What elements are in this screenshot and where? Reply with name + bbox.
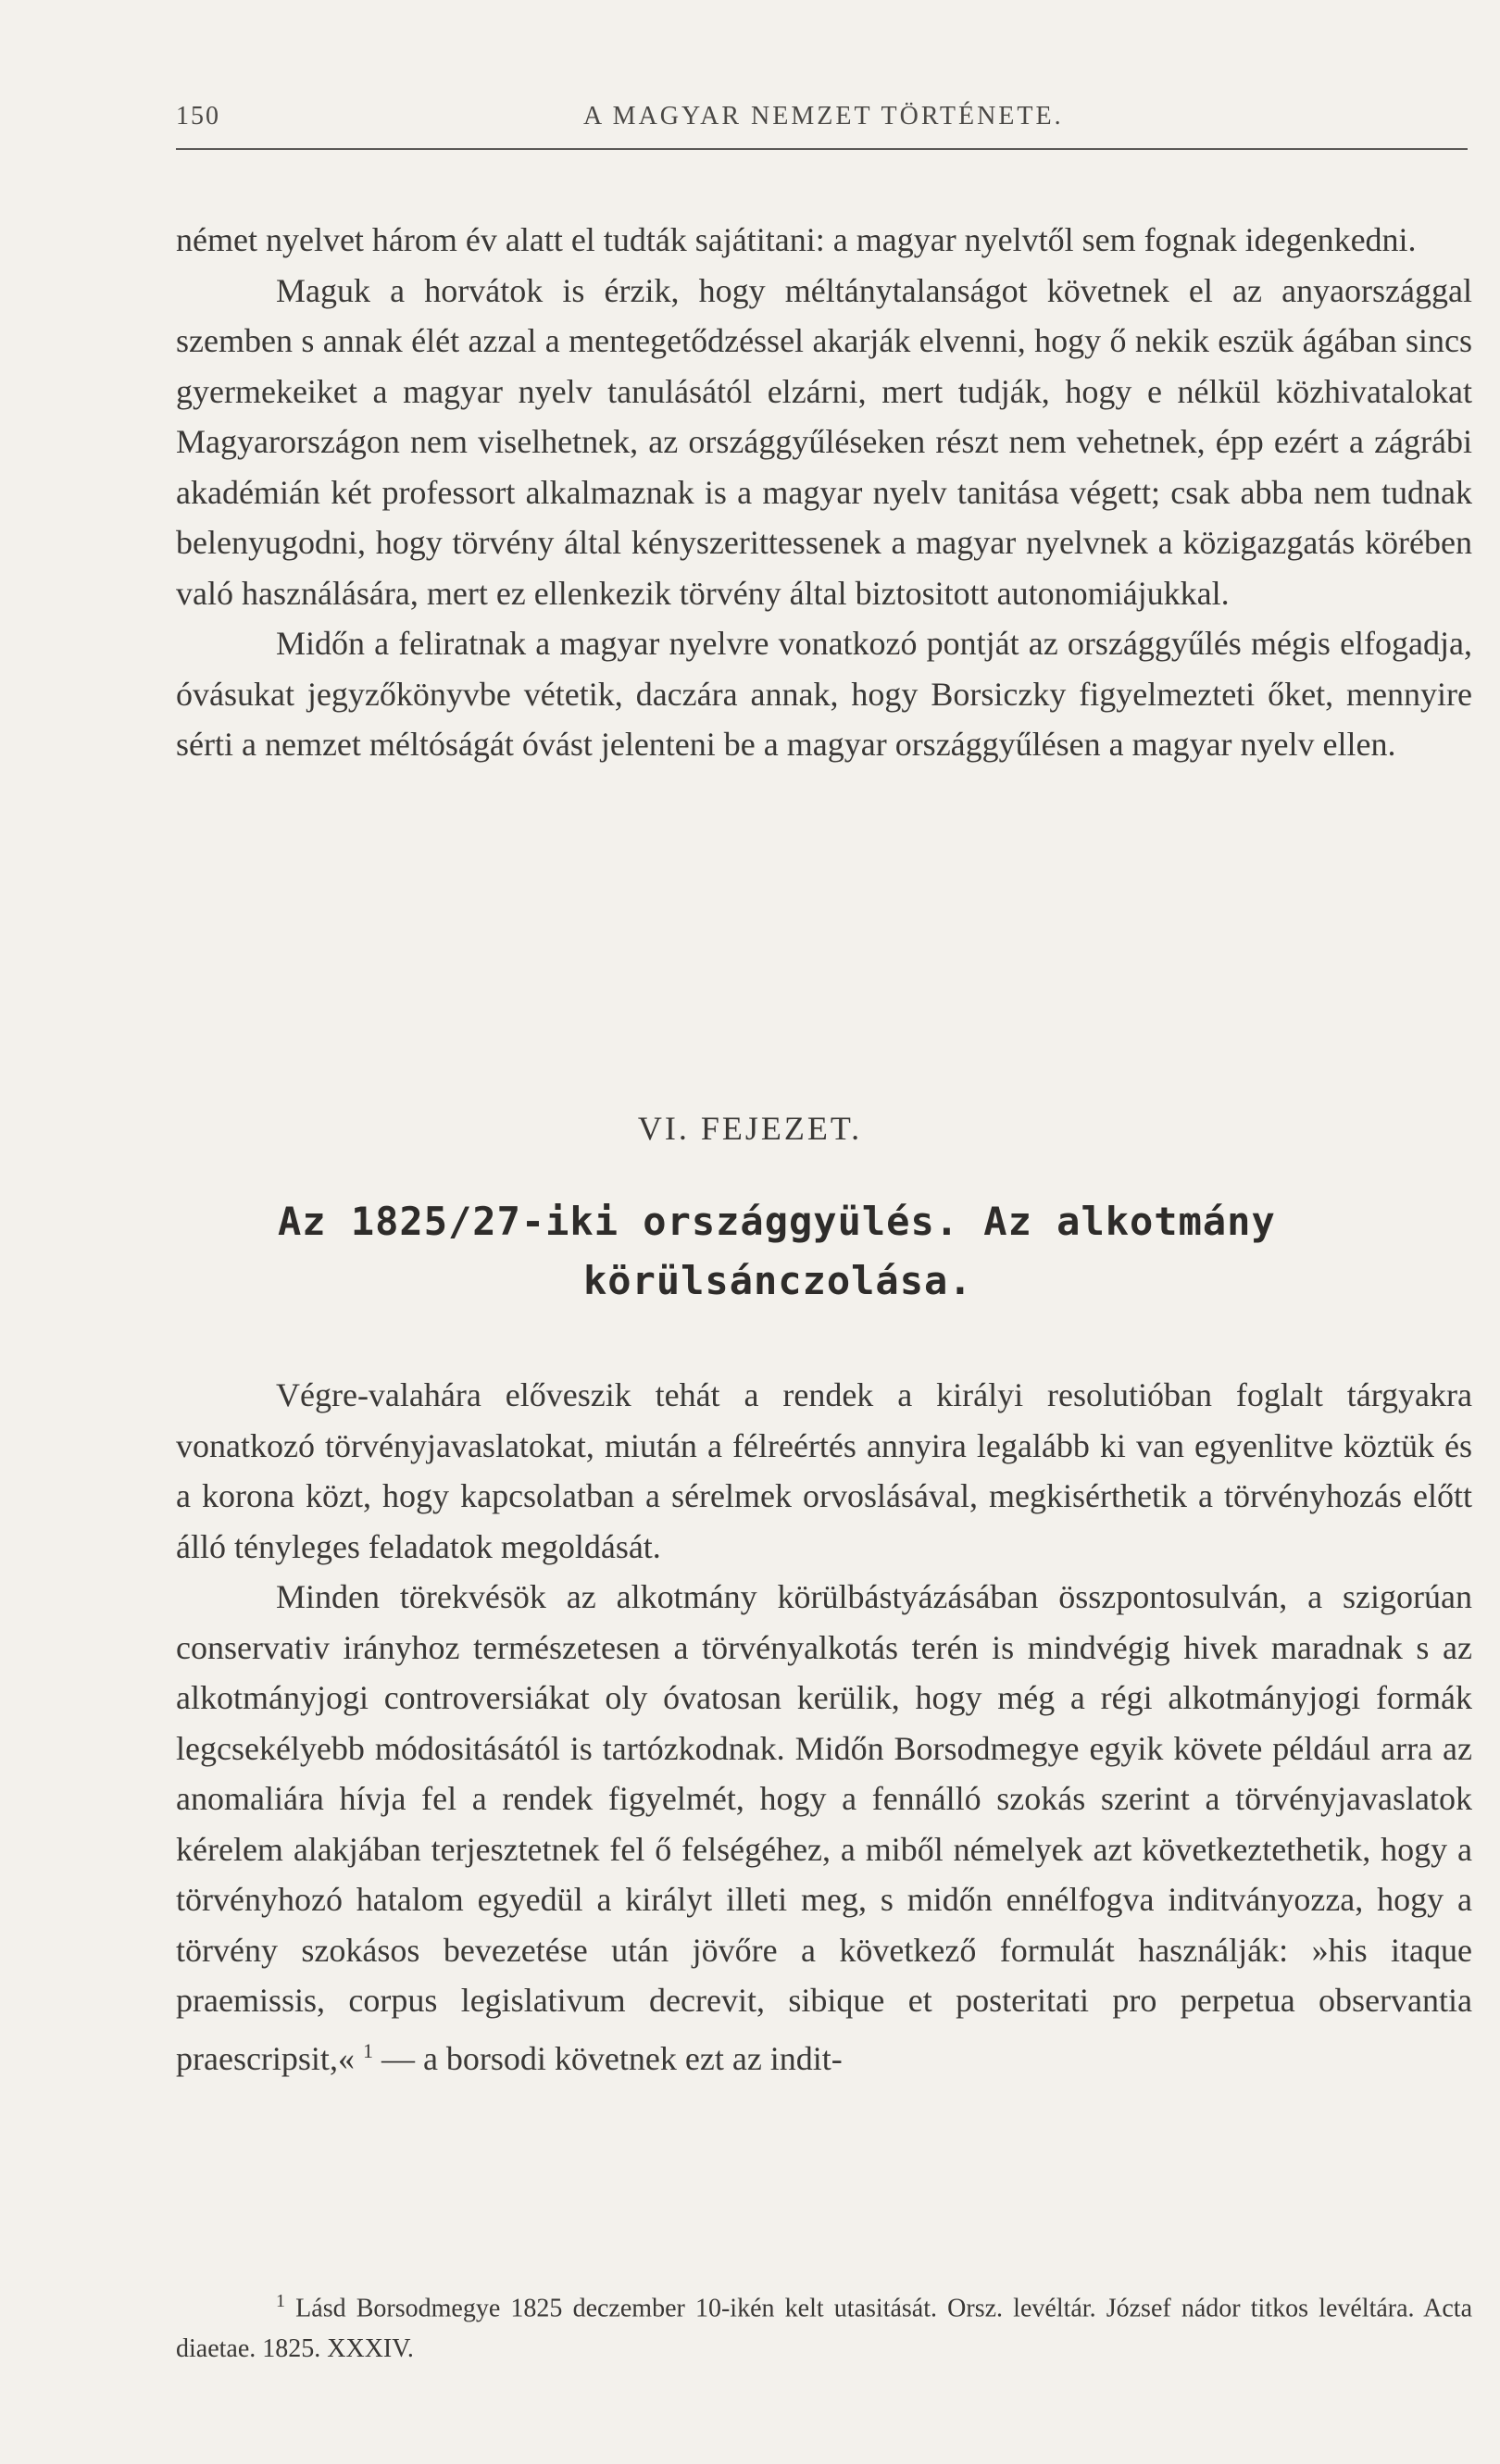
chapter-number: VI. FEJEZET. bbox=[637, 1110, 863, 1147]
paragraph bbox=[176, 1572, 1472, 2084]
paragraph-text: Minden törekvésök az alkotmány körülbástyázásában összpontosulván, a szigorúan conservativ irányhoz természetesen a törvényalkotás terén is mindvégig hivek maradnak s az alkotmányjogi controversiákat oly óvatosan kerülik, hogy még a régi alkotmányjogi formák legcsekélyebb módositásától is tartózkodnak. Midőn Borsodmegye egyik követe például arra az anomaliára hívja fel a rendek figyelmét, hogy a fennálló szokás szerint a törvényjavaslatok kérelem alakjában terjesztetnek fel ő felségéhez, a miből némelyek azt következtethetik, hogy a törvényhozó hatalom egyedül a királyt illeti meg, s midőn ennélfogva inditványozza, hogy a törvény szokásos bevezetése után jövőre a következő formulát használják: »his itaque praemissis, corpus legislativum decrevit, sibique et posteritati pro perpetua observantia praescripsit,« bbox=[176, 1578, 1472, 2077]
text-block-1 bbox=[176, 215, 1472, 770]
footnote-mark: 1 bbox=[276, 2291, 285, 2311]
paragraph: német nyelvet három év alatt el tudták sajátitani: a magyar nyelvtől sem fognak idegenkedni. bbox=[176, 221, 1417, 258]
chapter-title-line-1: Az 1825/27-iki országgyülés. Az alkotmány bbox=[278, 1199, 1276, 1244]
header-rule bbox=[176, 148, 1468, 150]
footnote bbox=[176, 2281, 1472, 2370]
page-header bbox=[176, 102, 1472, 146]
paragraph: Végre-valahára előveszik tehát a rendek a királyi resolutióban foglalt tárgyakra vonatkozó törvényjavaslatokat, miután a félreértés annyira legalább ki van egyenlitve köztük és a korona közt, hogy kapcsolatban a sérelmek orvoslásával, megkisérthetik a törvényhozás előtt álló tényleges feladatok megoldását. bbox=[176, 1376, 1472, 1565]
paragraph: Midőn a feliratnak a magyar nyelvre vonatkozó pontját az országgyűlés mégis elfogadja, óvásukat jegyzőkönyvbe vétetik, daczára annak, hogy Borsiczky figyelmezteti őket, mennyire sérti a nemzet méltóságát óvást jelenteni be a magyar országgyűlésen a magyar nyelv ellen. bbox=[176, 625, 1472, 763]
footnote-reference: 1 bbox=[362, 2038, 373, 2062]
paragraph: Maguk a horvátok is érzik, hogy méltánytalanságot követnek el az anyaországgal szemben s annak élét azzal a mentegetődzéssel akarják elvenni, hogy ő nekik eszük ágában sincs gyermekeiket a magyar nyelv tanulásától elzárni, mert tudják, hogy e nélkül közhivatalokat Magyarországon nem viselhetnek, az országgyűléseken részt nem vehetnek, épp ezért a zágrábi akadémián két professort alkalmaznak is a magyar nyelv tanitása végett; csak abba nem tudnak belenyugodni, hogy törvény által kényszerittessenek a magyar nyelvnek a közigazgatás körében való használására, mert ez ellenkezik törvény által biztositott autonomiájukkal. bbox=[176, 271, 1472, 612]
text-block-2 bbox=[176, 1370, 1472, 2084]
paragraph-text-continued: — a borsodi követnek ezt az indit- bbox=[381, 2039, 843, 2077]
footnote-text: Lásd Borsodmegye 1825 deczember 10-ikén kelt utasitását. Orsz. levéltár. József nádor titkos levéltára. Acta diaetae. 1825. XXXIV. bbox=[176, 2294, 1472, 2364]
page-number: 150 bbox=[176, 102, 220, 131]
running-title: A MAGYAR NEMZET TÖRTÉNETE. bbox=[583, 102, 1064, 131]
chapter-title-line-2: körülsánczolása. bbox=[583, 1258, 973, 1303]
